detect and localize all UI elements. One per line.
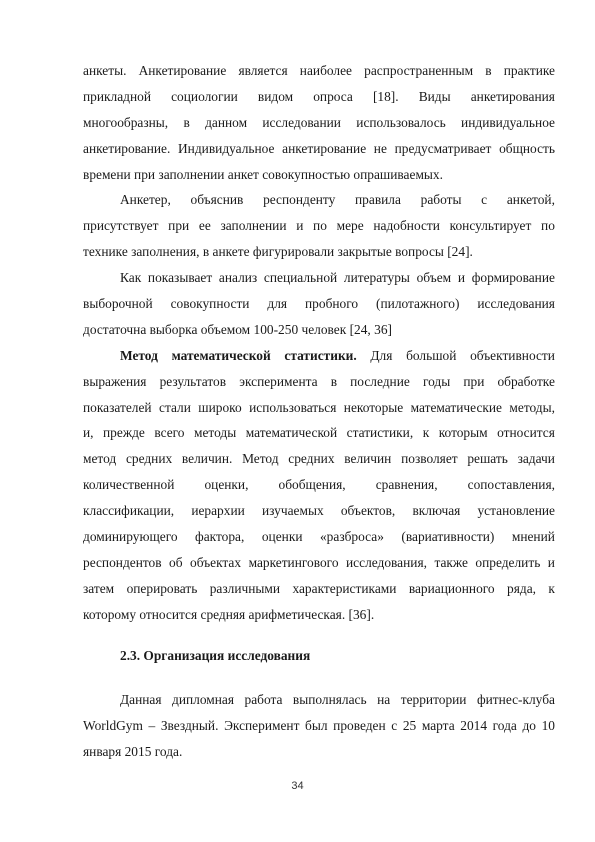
text-line bbox=[83, 187, 555, 213]
text-line bbox=[83, 687, 555, 713]
word: практике bbox=[503, 63, 555, 78]
word: статистики. bbox=[284, 347, 357, 363]
word: мнений bbox=[511, 529, 555, 545]
word: – bbox=[148, 717, 156, 733]
word: использоваться bbox=[249, 399, 337, 415]
word: статистики, bbox=[346, 425, 414, 441]
word: стали bbox=[159, 399, 191, 415]
word: в bbox=[485, 63, 492, 78]
word: изучаемых bbox=[261, 503, 324, 519]
word: средних bbox=[125, 451, 173, 467]
page-number: 34 bbox=[291, 780, 304, 792]
word: Анкетирование bbox=[138, 63, 227, 78]
text-line bbox=[83, 58, 555, 84]
word: к bbox=[422, 425, 430, 441]
word: по bbox=[313, 218, 327, 234]
word: Анкетер, bbox=[120, 192, 171, 208]
word: пробного bbox=[305, 296, 359, 312]
word: которому относится средняя арифметическая. [36]. bbox=[83, 606, 375, 622]
word: и bbox=[457, 270, 465, 286]
word: не bbox=[373, 140, 387, 156]
word: задачи bbox=[517, 451, 555, 467]
word: видом bbox=[257, 88, 294, 104]
word: Метод bbox=[120, 347, 158, 363]
word: ряда, bbox=[507, 580, 536, 596]
word: наиболее bbox=[299, 63, 352, 78]
word: большой bbox=[406, 347, 457, 363]
word: объектах bbox=[190, 554, 242, 570]
word: года bbox=[492, 717, 517, 733]
word: средних bbox=[288, 451, 335, 467]
word: математические bbox=[410, 399, 502, 415]
word: прикладной bbox=[83, 88, 151, 104]
word: формирование bbox=[471, 270, 555, 286]
word: при bbox=[463, 373, 485, 389]
text-line bbox=[83, 602, 555, 628]
word: респондентов bbox=[83, 554, 162, 570]
text-line bbox=[83, 395, 555, 421]
word: и bbox=[547, 554, 555, 570]
word: иерархии bbox=[191, 503, 245, 519]
word: [18]. bbox=[372, 88, 399, 104]
text-line bbox=[83, 136, 555, 162]
text-line bbox=[83, 317, 555, 343]
word: распространенным bbox=[364, 63, 474, 78]
word: математической bbox=[245, 425, 338, 441]
word: работы bbox=[420, 192, 462, 208]
text-line bbox=[83, 291, 555, 317]
word: 2014 bbox=[460, 717, 488, 733]
word: некоторые bbox=[343, 399, 404, 415]
word: метод bbox=[83, 451, 117, 467]
word: анкетирование. bbox=[83, 140, 171, 156]
word: которым bbox=[438, 425, 488, 441]
word: является bbox=[238, 63, 288, 78]
word: результатов bbox=[159, 373, 227, 389]
word: был bbox=[305, 717, 328, 733]
word: исследования, bbox=[346, 554, 427, 570]
word: выборочной bbox=[83, 296, 153, 312]
word: территории bbox=[400, 692, 467, 707]
word: респонденту bbox=[263, 192, 336, 208]
text-line bbox=[83, 343, 555, 369]
word: объем bbox=[416, 270, 452, 286]
word: Индивидуальное bbox=[178, 140, 275, 156]
word: прежде bbox=[103, 425, 145, 441]
word: ее bbox=[198, 218, 211, 234]
text-line bbox=[83, 265, 555, 291]
word: на bbox=[377, 692, 391, 707]
word: оценки, bbox=[204, 477, 249, 493]
text-line bbox=[83, 110, 555, 136]
word: совокупности bbox=[170, 296, 250, 312]
word: решать bbox=[467, 451, 508, 467]
word: с bbox=[391, 717, 398, 733]
word: общность bbox=[499, 140, 555, 156]
word: технике заполнения, в анкете фигурировали закрытые вопросы [24]. bbox=[83, 244, 473, 260]
word: математической bbox=[171, 347, 271, 363]
word: показателей bbox=[83, 399, 152, 415]
text-line bbox=[83, 524, 555, 550]
word: «разброса» bbox=[319, 529, 384, 545]
word: исследования bbox=[477, 296, 555, 312]
word: проведен bbox=[333, 717, 386, 733]
word: 10 bbox=[541, 717, 555, 733]
word: исследовании bbox=[262, 114, 341, 130]
word: Для bbox=[370, 347, 393, 363]
text-line bbox=[83, 369, 555, 395]
word: выполнялась bbox=[292, 692, 367, 707]
word: социологии bbox=[171, 88, 238, 104]
word: (вариативности) bbox=[401, 529, 495, 545]
word: в bbox=[183, 114, 190, 130]
word: Метод bbox=[242, 451, 279, 467]
word: выражения bbox=[83, 373, 147, 389]
word: затем bbox=[83, 580, 115, 596]
word: различными bbox=[209, 580, 281, 596]
word: широко bbox=[198, 399, 242, 415]
word: правила bbox=[355, 192, 401, 208]
word: литературы bbox=[343, 270, 410, 286]
word: достаточна выборка объемом 100-250 человек [24, 36] bbox=[83, 321, 392, 337]
word: многообразны, bbox=[83, 114, 169, 130]
word: Данная bbox=[120, 692, 162, 707]
word: оперировать bbox=[126, 580, 198, 596]
text-line bbox=[83, 472, 555, 498]
word: величин bbox=[344, 451, 392, 467]
text-line bbox=[83, 713, 555, 739]
word: и, bbox=[83, 425, 94, 441]
word: методы, bbox=[509, 399, 555, 415]
section-heading: 2.3. Организация исследования bbox=[120, 648, 311, 663]
word: до bbox=[522, 717, 536, 733]
text-line bbox=[83, 446, 555, 472]
word: работа bbox=[244, 692, 283, 707]
word: доминирующего bbox=[83, 529, 178, 545]
word: количественной bbox=[83, 477, 175, 493]
word: дипломная bbox=[172, 692, 235, 707]
word: при bbox=[168, 218, 190, 234]
text-line bbox=[83, 420, 555, 446]
word: также bbox=[434, 554, 468, 570]
word: объяснив bbox=[190, 192, 244, 208]
word: надобности bbox=[373, 218, 440, 234]
text-line bbox=[83, 550, 555, 576]
word: по bbox=[541, 218, 555, 234]
word: оценки bbox=[261, 529, 303, 545]
word: присутствует bbox=[83, 218, 159, 234]
text-line bbox=[83, 498, 555, 524]
word: и bbox=[296, 218, 304, 234]
word: 25 bbox=[402, 717, 417, 733]
text-line bbox=[83, 739, 555, 765]
body-text bbox=[83, 58, 555, 628]
word: предусматривает bbox=[394, 140, 492, 156]
word: величин. bbox=[181, 451, 233, 467]
word: объектов, bbox=[340, 503, 396, 519]
word: последние bbox=[350, 373, 410, 389]
word: Эксперимент bbox=[224, 717, 300, 733]
word: включая bbox=[412, 503, 461, 519]
word: опроса bbox=[313, 88, 353, 104]
word: заполнении bbox=[220, 218, 287, 234]
word: времени при заполнении анкет совокупностью опрашиваемых. bbox=[83, 166, 443, 182]
word: годы bbox=[422, 373, 451, 389]
word: маркетингового bbox=[248, 554, 339, 570]
word: Звездный. bbox=[160, 717, 219, 733]
word: классификации, bbox=[83, 503, 175, 519]
word: позволяет bbox=[401, 451, 458, 467]
word: обработке bbox=[497, 373, 555, 389]
word: относится bbox=[497, 425, 555, 441]
word: данном bbox=[205, 114, 248, 130]
word: анкетирования bbox=[470, 88, 555, 104]
word: методы bbox=[194, 425, 237, 441]
closing-paragraph bbox=[83, 687, 555, 765]
word: характеристиками bbox=[292, 580, 397, 596]
word: сопоставления, bbox=[467, 477, 555, 493]
text-line bbox=[83, 213, 555, 239]
word: использовалось bbox=[356, 114, 446, 130]
word: марта bbox=[421, 717, 455, 733]
word: определить bbox=[475, 554, 541, 570]
word: показывает bbox=[147, 270, 213, 286]
word: анализ bbox=[218, 270, 258, 286]
text-line bbox=[83, 162, 555, 188]
word: сравнения, bbox=[375, 477, 438, 493]
word: вариационного bbox=[408, 580, 495, 596]
word: консультирует bbox=[449, 218, 532, 234]
text-line bbox=[83, 576, 555, 602]
word: анкеты. bbox=[83, 63, 127, 78]
word: установление bbox=[477, 503, 555, 519]
word: индивидуальное bbox=[461, 114, 555, 130]
word: об bbox=[169, 554, 183, 570]
word: фактора, bbox=[195, 529, 245, 545]
word: с bbox=[481, 192, 488, 208]
word: обобщения, bbox=[278, 477, 346, 493]
word: января 2015 года. bbox=[83, 743, 183, 759]
word: фитнес-клуба bbox=[476, 692, 555, 707]
word: Как bbox=[120, 270, 142, 286]
word: анкетирование bbox=[282, 140, 367, 156]
text-line bbox=[83, 84, 555, 110]
word: к bbox=[548, 580, 555, 596]
text-line bbox=[83, 239, 555, 265]
word: мере bbox=[336, 218, 364, 234]
word: эксперимента bbox=[239, 373, 318, 389]
word: анкетой, bbox=[506, 192, 555, 208]
word: объективности bbox=[470, 347, 555, 363]
word: Виды bbox=[418, 88, 451, 104]
word: для bbox=[267, 296, 288, 312]
word: WorldGym bbox=[83, 717, 143, 733]
word: в bbox=[330, 373, 338, 389]
word: специальной bbox=[263, 270, 338, 286]
word: всего bbox=[154, 425, 185, 441]
word: (пилотажного) bbox=[376, 296, 460, 312]
